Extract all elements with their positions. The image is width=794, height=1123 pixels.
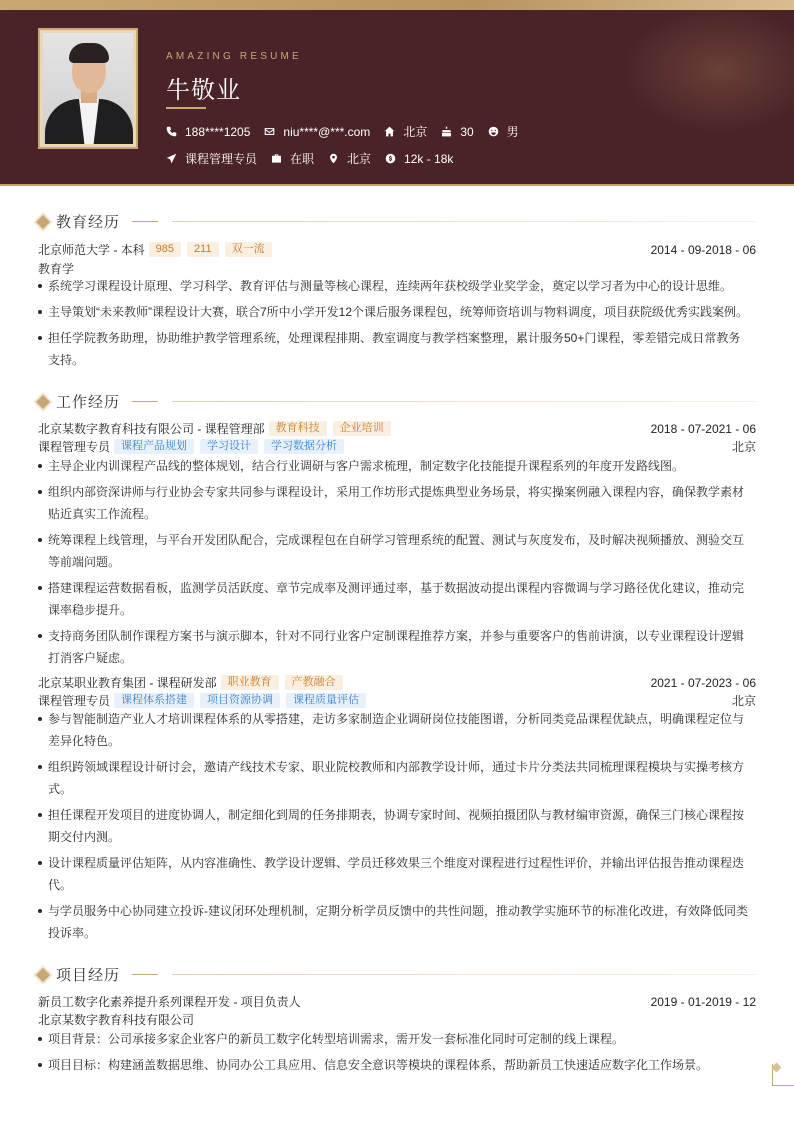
send-icon bbox=[166, 153, 177, 164]
phone-value: 188****1205 bbox=[185, 124, 251, 139]
home-icon bbox=[384, 126, 395, 137]
name-underline bbox=[166, 107, 206, 109]
section-diamond-icon bbox=[36, 967, 50, 981]
status-value: 在职 bbox=[290, 152, 315, 166]
skill-tag: 课程产品规划 bbox=[114, 439, 194, 454]
section-label: 项目经历 bbox=[56, 967, 121, 984]
company-name: 北京某职业教育集团 - 课程研发部 bbox=[38, 676, 217, 690]
avatar bbox=[43, 33, 133, 144]
salary-info bbox=[385, 152, 453, 166]
list-item: 项目目标：构建涵盖数据思维、协同办公工具应用、信息安全意识等模块的课程体系，帮助新员工快速适应数字化工作场景。 bbox=[38, 1054, 750, 1076]
age-info bbox=[441, 125, 473, 139]
education-bullets bbox=[38, 275, 750, 375]
gender-info bbox=[488, 123, 519, 140]
cake-icon bbox=[441, 126, 452, 137]
mail-icon bbox=[264, 126, 275, 137]
header-bottom-rule bbox=[0, 184, 794, 186]
age-value: 30 bbox=[460, 124, 474, 139]
education-entry-head bbox=[38, 241, 756, 258]
major: 教育学 bbox=[38, 262, 75, 276]
company-tag: 企业培训 bbox=[333, 421, 391, 436]
hometown-value: 北京 bbox=[403, 125, 428, 139]
section-label: 工作经历 bbox=[56, 394, 121, 411]
list-item: 组织内部资深讲师与行业协会专家共同参与课程设计，采用工作坊形式提炼典型业务场景，将实操案例融入课程内容，确保教学素材贴近真实工作流程。 bbox=[38, 481, 750, 525]
city-info bbox=[328, 150, 371, 167]
email-value: niu****@***.com bbox=[283, 124, 371, 139]
projects-section-title bbox=[36, 964, 756, 985]
company-name: 北京某数字教育科技有限公司 - 课程管理部 bbox=[38, 422, 265, 436]
list-item: 系统学习课程设计原理、学习科学、教育评估与测量等核心课程，连续两年获校级学业奖学金，奠定以学习者为中心的设计思维。 bbox=[38, 275, 750, 297]
project-bullets bbox=[38, 1028, 750, 1080]
gender-value: 男 bbox=[506, 125, 519, 139]
job-role-line bbox=[38, 692, 756, 709]
section-label: 教育经历 bbox=[56, 214, 121, 231]
briefcase-icon bbox=[271, 153, 282, 164]
skill-tag: 项目资源协调 bbox=[200, 693, 280, 708]
job-bullets bbox=[38, 455, 750, 673]
location-pin-icon bbox=[328, 153, 339, 164]
intent-value: 课程管理专员 bbox=[185, 152, 258, 166]
city-value: 北京 bbox=[347, 152, 372, 166]
skill-tag: 课程质量评估 bbox=[286, 693, 366, 708]
company-tag: 产教融合 bbox=[285, 675, 343, 690]
skill-tag: 学习数据分析 bbox=[264, 439, 344, 454]
list-item: 主导企业内训课程产品线的整体规划，结合行业调研与客户需求梳理，制定数字化技能提升课程系列的年度开发路线图。 bbox=[38, 455, 750, 477]
list-item: 与学员服务中心协同建立投诉-建议闭环处理机制，定期分析学员反馈中的共性问题，推动教学实施环节的标准化改进，有效降低同类投诉率。 bbox=[38, 900, 750, 944]
work-section-title bbox=[36, 391, 756, 412]
project-date: 2019 - 01-2019 - 12 bbox=[650, 994, 756, 1009]
project-org: 北京某数字教育科技有限公司 bbox=[38, 1013, 195, 1027]
job-date: 2021 - 07-2023 - 06 bbox=[650, 675, 756, 690]
job-entry-head bbox=[38, 674, 756, 691]
skill-tag: 学习设计 bbox=[200, 439, 258, 454]
contact-row bbox=[166, 123, 533, 140]
skill-tag: 课程体系搭建 bbox=[114, 693, 194, 708]
list-item: 担任学院教务助理，协助维护教学管理系统，处理课程排期、教室调度与教学档案整理，累计服务50+门课程，零差错完成日常教务支持。 bbox=[38, 327, 750, 371]
job-entry-head bbox=[38, 420, 756, 437]
education-date: 2014 - 09-2018 - 06 bbox=[650, 242, 756, 257]
top-accent-bar bbox=[0, 0, 794, 10]
company-tag: 职业教育 bbox=[221, 675, 279, 690]
intent-info bbox=[166, 150, 257, 167]
profile-photo bbox=[38, 28, 138, 149]
list-item: 参与智能制造产业人才培训课程体系的从零搭建，走访多家制造企业调研岗位技能图谱，分析同类竞品课程优缺点，明确课程定位与差异化特色。 bbox=[38, 708, 750, 752]
job-intent-row bbox=[166, 150, 467, 167]
job-location: 北京 bbox=[731, 694, 756, 708]
job-role: 课程管理专员 bbox=[38, 440, 111, 454]
list-item: 统筹课程上线管理，与平台开发团队配合，完成课程包在自研学习管理系统的配置、测试与灰度发布，及时解决视频播放、测验交互等前端问题。 bbox=[38, 529, 750, 573]
list-item: 担任课程开发项目的进度协调人，制定细化到周的任务排期表，协调专家时间、视频拍摄团队与教材编审资源，确保三门核心课程按期交付内测。 bbox=[38, 804, 750, 848]
company-tag: 教育科技 bbox=[269, 421, 327, 436]
list-item: 设计课程质量评估矩阵，从内容准确性、教学设计逻辑、学员迁移效果三个维度对课程进行过程性评价，并输出评估报告推动课程迭代。 bbox=[38, 852, 750, 896]
school-tag: 211 bbox=[187, 242, 219, 257]
salary-value: 12k - 18k bbox=[404, 151, 454, 166]
hometown-info bbox=[384, 123, 427, 140]
school-name: 北京师范大学 - 本科 bbox=[38, 243, 145, 257]
job-date: 2018 - 07-2021 - 06 bbox=[650, 421, 756, 436]
project-name: 新员工数字化素养提升系列课程开发 - 项目负责人 bbox=[38, 995, 301, 1009]
section-diamond-icon bbox=[36, 214, 50, 228]
email-info bbox=[264, 125, 370, 139]
face-icon bbox=[488, 126, 499, 137]
school-tag: 985 bbox=[149, 242, 181, 257]
project-org-line bbox=[38, 1011, 756, 1028]
job-role: 课程管理专员 bbox=[38, 694, 111, 708]
job-bullets bbox=[38, 708, 750, 948]
education-section-title bbox=[36, 211, 756, 232]
status-info bbox=[271, 150, 314, 167]
list-item: 支持商务团队制作课程方案书与演示脚本，针对不同行业客户定制课程推荐方案，并参与重要客户的售前讲演，以专业课程设计逻辑打消客户疑虑。 bbox=[38, 625, 750, 669]
resume-tagline: AMAZING RESUME bbox=[166, 51, 302, 62]
list-item: 组织跨领域课程设计研讨会，邀请产线技术专家、职业院校教师和内部教学设计师，通过卡片分类法共同梳理课程模块与实操考核方式。 bbox=[38, 756, 750, 800]
list-item: 项目背景：公司承接多家企业客户的新员工数字化转型培训需求，需开发一套标准化同时可定制的线上课程。 bbox=[38, 1028, 750, 1050]
money-icon bbox=[385, 153, 396, 164]
job-role-line bbox=[38, 438, 756, 455]
list-item: 搭建课程运营数据看板，监测学员活跃度、章节完成率及测评通过率，基于数据波动提出课程内容微调与学习路径优化建议，推动完课率稳步提升。 bbox=[38, 577, 750, 621]
phone-icon bbox=[166, 126, 177, 137]
project-entry-head bbox=[38, 993, 756, 1010]
list-item: 主导策划“未来教师”课程设计大赛，联合7所中小学开发12个课后服务课程包，统筹师资培训与物料调度，项目获院级优秀实践案例。 bbox=[38, 301, 750, 323]
job-location: 北京 bbox=[731, 440, 756, 454]
phone-info bbox=[166, 125, 250, 139]
section-diamond-icon bbox=[36, 394, 50, 408]
school-tag: 双一流 bbox=[225, 242, 272, 257]
resume-header bbox=[0, 10, 794, 186]
candidate-name: 牛敬业 bbox=[166, 77, 241, 104]
